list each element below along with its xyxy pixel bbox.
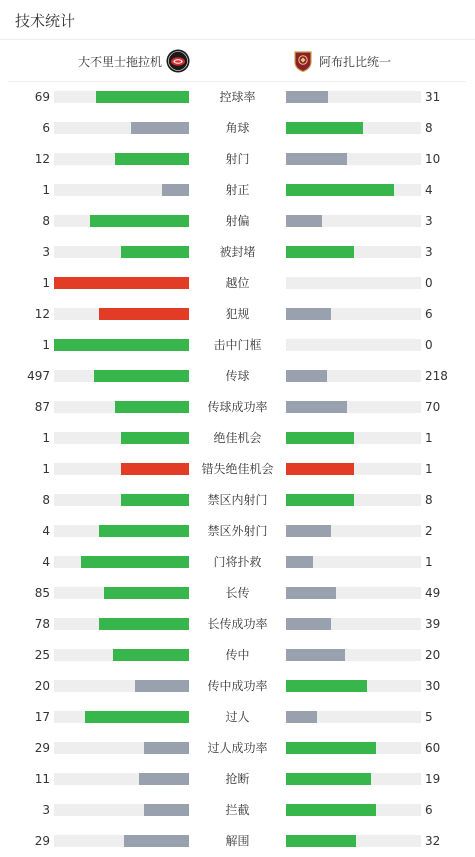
away-stat-bar [286,618,421,630]
stat-label: 被封堵 [219,245,256,259]
home-stat-bar-fill [139,773,189,785]
stat-row [0,485,475,516]
stat-row [0,826,475,857]
away-stat-value: 39 [425,617,441,631]
home-stat-value: 12 [34,152,50,166]
home-stat-bar-fill [99,618,189,630]
home-stat-value: 4 [42,524,50,538]
stat-label: 传球成功率 [207,400,268,414]
away-stat-value: 3 [425,214,433,228]
away-stat-bar [286,463,421,475]
away-stat-bar [286,122,421,134]
stats-list [0,82,475,857]
stat-label: 射门 [225,152,250,166]
away-stat-bar-fill [286,153,347,165]
away-stat-bar [286,587,421,599]
home-stat-bar-fill [94,370,189,382]
home-stat-value: 3 [42,245,50,259]
away-stat-bar [286,742,421,754]
away-stat-value: 1 [425,555,433,569]
home-team-name: 大不里士拖拉机 [77,54,162,69]
stat-label: 角球 [225,121,250,135]
home-stat-value: 8 [42,493,50,507]
home-stat-value: 85 [34,586,50,600]
home-stat-bar [54,649,189,661]
home-stat-bar-fill [104,587,189,599]
home-stat-value: 12 [34,307,50,321]
away-stat-bar-fill [286,122,363,134]
away-stat-bar [286,432,421,444]
stat-label: 越位 [225,276,250,290]
away-stat-bar-fill [286,246,354,258]
stat-row [0,113,475,144]
stat-row [0,671,475,702]
home-stat-value: 1 [42,183,50,197]
stat-label: 禁区内射门 [207,493,268,507]
away-stat-value: 0 [425,276,433,290]
home-stat-bar-fill [99,308,189,320]
home-stat-bar-fill [113,649,189,661]
away-stat-value: 31 [425,90,441,104]
away-stat-bar [286,804,421,816]
home-stat-value: 69 [34,90,50,104]
home-stat-value: 29 [34,741,50,755]
away-stat-value: 4 [425,183,433,197]
home-stat-bar [54,773,189,785]
away-stat-bar-fill [286,587,336,599]
stat-row [0,795,475,826]
stat-row [0,578,475,609]
away-stat-value: 6 [425,307,433,321]
home-stat-bar-fill [96,91,189,103]
away-stat-value: 30 [425,679,441,693]
home-stat-bar [54,308,189,320]
away-stat-value: 5 [425,710,433,724]
stat-label: 击中门框 [213,338,262,352]
stat-row [0,454,475,485]
away-stat-value: 60 [425,741,441,755]
stat-row [0,82,475,113]
away-stat-bar-fill [286,494,354,506]
stat-label: 错失绝佳机会 [201,462,274,476]
stat-label: 传中成功率 [207,679,268,693]
home-stat-value: 1 [42,462,50,476]
home-stat-bar-fill [54,277,189,289]
away-stat-bar-fill [286,401,347,413]
home-stat-bar [54,680,189,692]
header-bar [0,0,475,40]
stat-label: 过人 [225,710,250,724]
stat-row [0,547,475,578]
away-stat-bar-fill [286,680,367,692]
stat-row [0,268,475,299]
away-stat-bar-fill [286,649,345,661]
away-stat-bar-fill [286,370,327,382]
stat-row [0,764,475,795]
away-stat-bar [286,246,421,258]
home-stat-bar-fill [124,835,189,847]
stat-label: 门将扑救 [213,555,262,569]
home-stat-bar [54,215,189,227]
home-stat-bar-fill [115,153,189,165]
away-stat-value: 10 [425,152,441,166]
stat-row [0,423,475,454]
home-stat-value: 20 [34,679,50,693]
stat-row [0,702,475,733]
away-stat-value: 1 [425,431,433,445]
home-stat-value: 1 [42,431,50,445]
away-stat-value: 20 [425,648,441,662]
stat-label: 犯规 [225,307,250,321]
away-stat-value: 19 [425,772,441,786]
home-stat-bar [54,525,189,537]
home-stat-value: 1 [42,276,50,290]
stat-label: 解围 [225,834,250,848]
away-stat-value: 8 [425,493,433,507]
home-stat-bar-fill [121,494,189,506]
home-stat-bar [54,277,189,289]
away-stat-bar-fill [286,773,371,785]
home-stat-bar [54,153,189,165]
away-stat-bar-fill [286,525,331,537]
home-stat-bar [54,494,189,506]
away-stat-bar-fill [286,308,331,320]
away-stat-value: 32 [425,834,441,848]
away-stat-value: 2 [425,524,433,538]
away-stat-value: 49 [425,586,441,600]
stat-label: 禁区外射门 [207,524,268,538]
home-stat-bar [54,122,189,134]
home-stat-bar [54,463,189,475]
away-stat-value: 6 [425,803,433,817]
away-stat-bar [286,277,421,289]
home-stat-bar [54,711,189,723]
home-stat-value: 497 [27,369,50,383]
home-stat-bar [54,618,189,630]
away-stat-value: 8 [425,121,433,135]
away-stat-bar [286,556,421,568]
home-stat-value: 87 [34,400,50,414]
away-stat-bar-fill [286,463,354,475]
home-stat-bar [54,91,189,103]
home-stat-bar-fill [121,463,189,475]
home-stat-bar-fill [121,432,189,444]
stat-label: 拦截 [225,803,250,817]
away-stat-bar-fill [286,711,317,723]
away-stat-bar [286,680,421,692]
home-team[interactable] [78,41,190,81]
away-stat-bar [286,649,421,661]
home-stat-value: 4 [42,555,50,569]
away-stat-bar-fill [286,432,354,444]
home-stat-bar [54,432,189,444]
home-stat-value: 8 [42,214,50,228]
stat-row [0,175,475,206]
home-stat-bar-fill [115,401,189,413]
home-stat-value: 29 [34,834,50,848]
away-stat-bar [286,401,421,413]
home-stat-bar [54,835,189,847]
home-stat-bar [54,556,189,568]
away-stat-bar [286,184,421,196]
home-stat-value: 17 [34,710,50,724]
home-stat-bar-fill [85,711,189,723]
away-stat-bar [286,91,421,103]
home-stat-bar-fill [135,680,189,692]
away-stat-bar [286,525,421,537]
stat-row [0,516,475,547]
away-stat-bar-fill [286,91,328,103]
stat-label: 绝佳机会 [213,431,262,445]
stat-label: 控球率 [219,90,256,104]
away-stat-bar [286,835,421,847]
stat-row [0,640,475,671]
home-stat-bar [54,742,189,754]
home-stat-value: 78 [34,617,50,631]
stat-row [0,361,475,392]
away-stat-bar [286,215,421,227]
stat-label: 长传成功率 [207,617,268,631]
away-stat-bar-fill [286,742,376,754]
stat-row [0,144,475,175]
away-stat-bar [286,339,421,351]
away-stat-value: 3 [425,245,433,259]
home-stat-bar [54,587,189,599]
home-stat-value: 6 [42,121,50,135]
home-stat-bar-fill [144,804,189,816]
away-team[interactable] [291,41,391,81]
home-stat-bar [54,370,189,382]
home-stat-value: 1 [42,338,50,352]
away-stat-bar-fill [286,618,331,630]
away-stat-bar [286,370,421,382]
home-stat-value: 25 [34,648,50,662]
home-stat-bar-fill [131,122,189,134]
home-stat-bar-fill [144,742,189,754]
home-stat-bar-fill [162,184,189,196]
home-stat-bar-fill [121,246,189,258]
stat-label: 传中 [225,648,250,662]
stat-row [0,392,475,423]
home-stat-bar-fill [99,525,189,537]
home-stat-bar [54,184,189,196]
away-stat-bar-fill [286,184,394,196]
stat-row [0,299,475,330]
stat-row [0,206,475,237]
away-stat-bar [286,308,421,320]
home-stat-bar [54,339,189,351]
home-stat-value: 11 [34,772,50,786]
home-stat-value: 3 [42,803,50,817]
home-stat-bar [54,804,189,816]
away-stat-bar [286,494,421,506]
away-stat-value: 70 [425,400,441,414]
away-stat-bar-fill [286,835,356,847]
away-stat-bar [286,773,421,785]
stat-row [0,330,475,361]
stat-row [0,237,475,268]
away-team-name: 阿布扎比统一 [319,54,392,69]
home-stat-bar-fill [54,339,189,351]
teams-header [8,41,466,82]
stat-row [0,733,475,764]
page-title: 技术统计 [15,12,76,30]
home-stat-bar [54,246,189,258]
home-stat-bar [54,401,189,413]
away-stat-value: 1 [425,462,433,476]
away-stat-bar-fill [286,215,322,227]
stat-label: 过人成功率 [207,741,268,755]
away-stat-value: 0 [425,338,433,352]
away-stat-bar-fill [286,804,376,816]
stat-label: 射偏 [225,214,250,228]
away-stat-bar-fill [286,556,313,568]
stat-row [0,609,475,640]
home-stat-bar-fill [81,556,189,568]
away-stat-value: 218 [425,369,448,383]
tractor-club-logo-icon [166,49,190,73]
al-wahda-logo-icon [291,49,315,73]
stat-label: 长传 [225,586,250,600]
away-stat-bar [286,711,421,723]
home-stat-bar-fill [90,215,189,227]
stat-label: 射正 [225,183,250,197]
stat-label: 抢断 [225,772,250,786]
stat-label: 传球 [225,369,250,383]
away-stat-bar [286,153,421,165]
